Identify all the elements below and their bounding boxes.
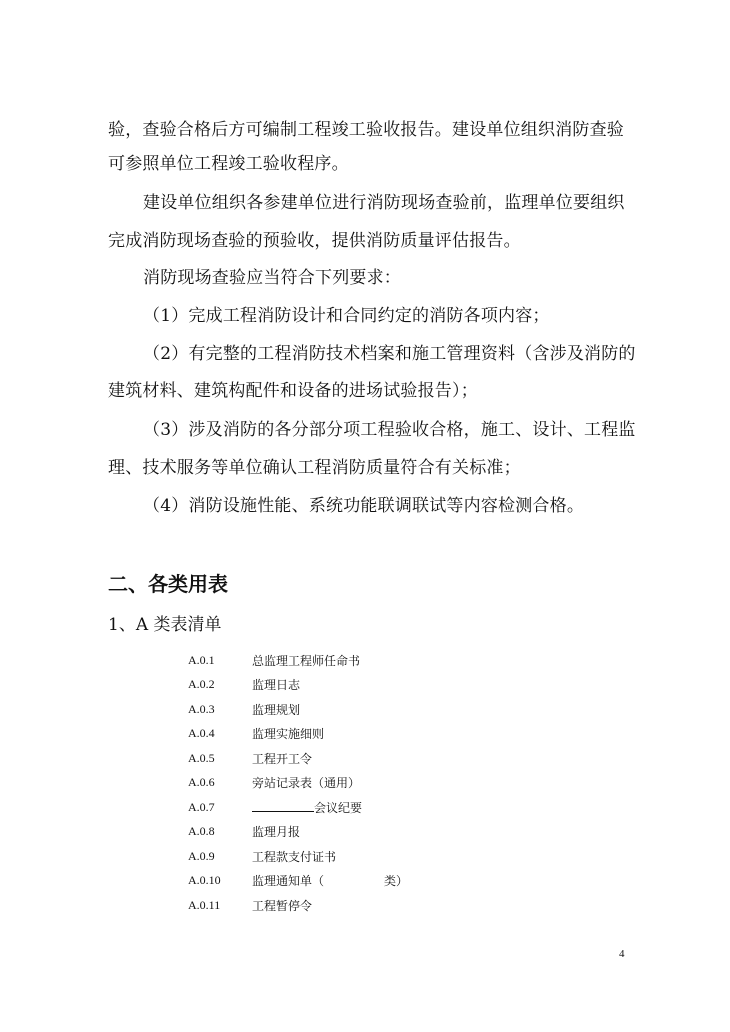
- form-list-item: [188, 844, 588, 869]
- paragraph-line: 可参照单位工程竣工验收程序。: [108, 154, 349, 174]
- form-name: 工程款支付证书: [252, 849, 337, 864]
- paragraph-line: 建筑材料、建筑构配件和设备的进场试验报告）；: [108, 381, 478, 401]
- form-list-item: [188, 869, 588, 894]
- form-name: 工程开工令: [252, 751, 313, 766]
- form-code: A.0.6: [188, 775, 215, 790]
- form-code: A.0.11: [188, 897, 221, 912]
- form-list-item: [188, 893, 588, 918]
- form-code: A.0.7: [188, 799, 215, 814]
- form-name-prefix: 监理通知单（: [252, 874, 325, 889]
- form-name-with-blank: [252, 799, 362, 816]
- form-name-with-gap: [252, 872, 408, 889]
- form-list: [188, 648, 588, 918]
- paragraph-line: 验，查验合格后方可编制工程竣工验收报告。建设单位组织消防查验: [108, 120, 624, 140]
- requirement-item: （2）有完整的工程消防技术档案和施工管理资料（含涉及消防的: [143, 344, 636, 364]
- fill-in-blank-line: [252, 801, 314, 812]
- form-code: A.0.4: [188, 726, 215, 741]
- form-list-item: [188, 820, 588, 845]
- form-name: 总监理工程师任命书: [252, 653, 361, 668]
- form-list-item: [188, 746, 588, 771]
- form-name-suffix: 类）: [384, 874, 409, 889]
- form-code: A.0.2: [188, 677, 215, 692]
- paragraph-line: 完成消防现场查验的预验收，提供消防质量评估报告。: [108, 231, 521, 251]
- page-number: 4: [619, 948, 625, 960]
- requirement-item: （4）消防设施性能、系统功能联调联试等内容检测合格。: [143, 496, 585, 516]
- form-name: 监理日志: [252, 678, 301, 693]
- requirement-item: （3）涉及消防的各分部分项工程验收合格，施工、设计、工程监: [143, 420, 636, 440]
- form-name: 工程暂停令: [252, 898, 313, 913]
- form-name: 监理月报: [252, 825, 301, 840]
- form-code: A.0.8: [188, 824, 215, 839]
- form-code: A.0.10: [188, 873, 221, 888]
- form-name: 监理实施细则: [252, 727, 325, 742]
- form-list-item: [188, 771, 588, 796]
- form-name: 会议纪要: [314, 800, 363, 815]
- requirement-item: （1）完成工程消防设计和合同约定的消防各项内容；: [143, 306, 550, 326]
- form-code: A.0.5: [188, 750, 215, 765]
- form-list-item: [188, 673, 588, 698]
- form-code: A.0.9: [188, 848, 215, 863]
- form-code: A.0.1: [188, 652, 215, 667]
- form-name: 监理规划: [252, 702, 301, 717]
- form-list-item: [188, 697, 588, 722]
- subsection-heading: 1、A 类表清单: [108, 615, 222, 635]
- paragraph-line: 消防现场查验应当符合下列要求：: [143, 268, 401, 288]
- paragraph-line: 理、技术服务等单位确认工程消防质量符合有关标准；: [108, 458, 521, 478]
- form-list-item: [188, 648, 588, 673]
- paragraph-line: 建设单位组织各参建单位进行消防现场查验前，监理单位要组织: [143, 193, 625, 213]
- form-name: 旁站记录表（通用）: [252, 776, 361, 791]
- section-heading: 二、各类用表: [108, 572, 228, 596]
- form-list-item: [188, 722, 588, 747]
- form-list-item: [188, 795, 588, 820]
- form-code: A.0.3: [188, 701, 215, 716]
